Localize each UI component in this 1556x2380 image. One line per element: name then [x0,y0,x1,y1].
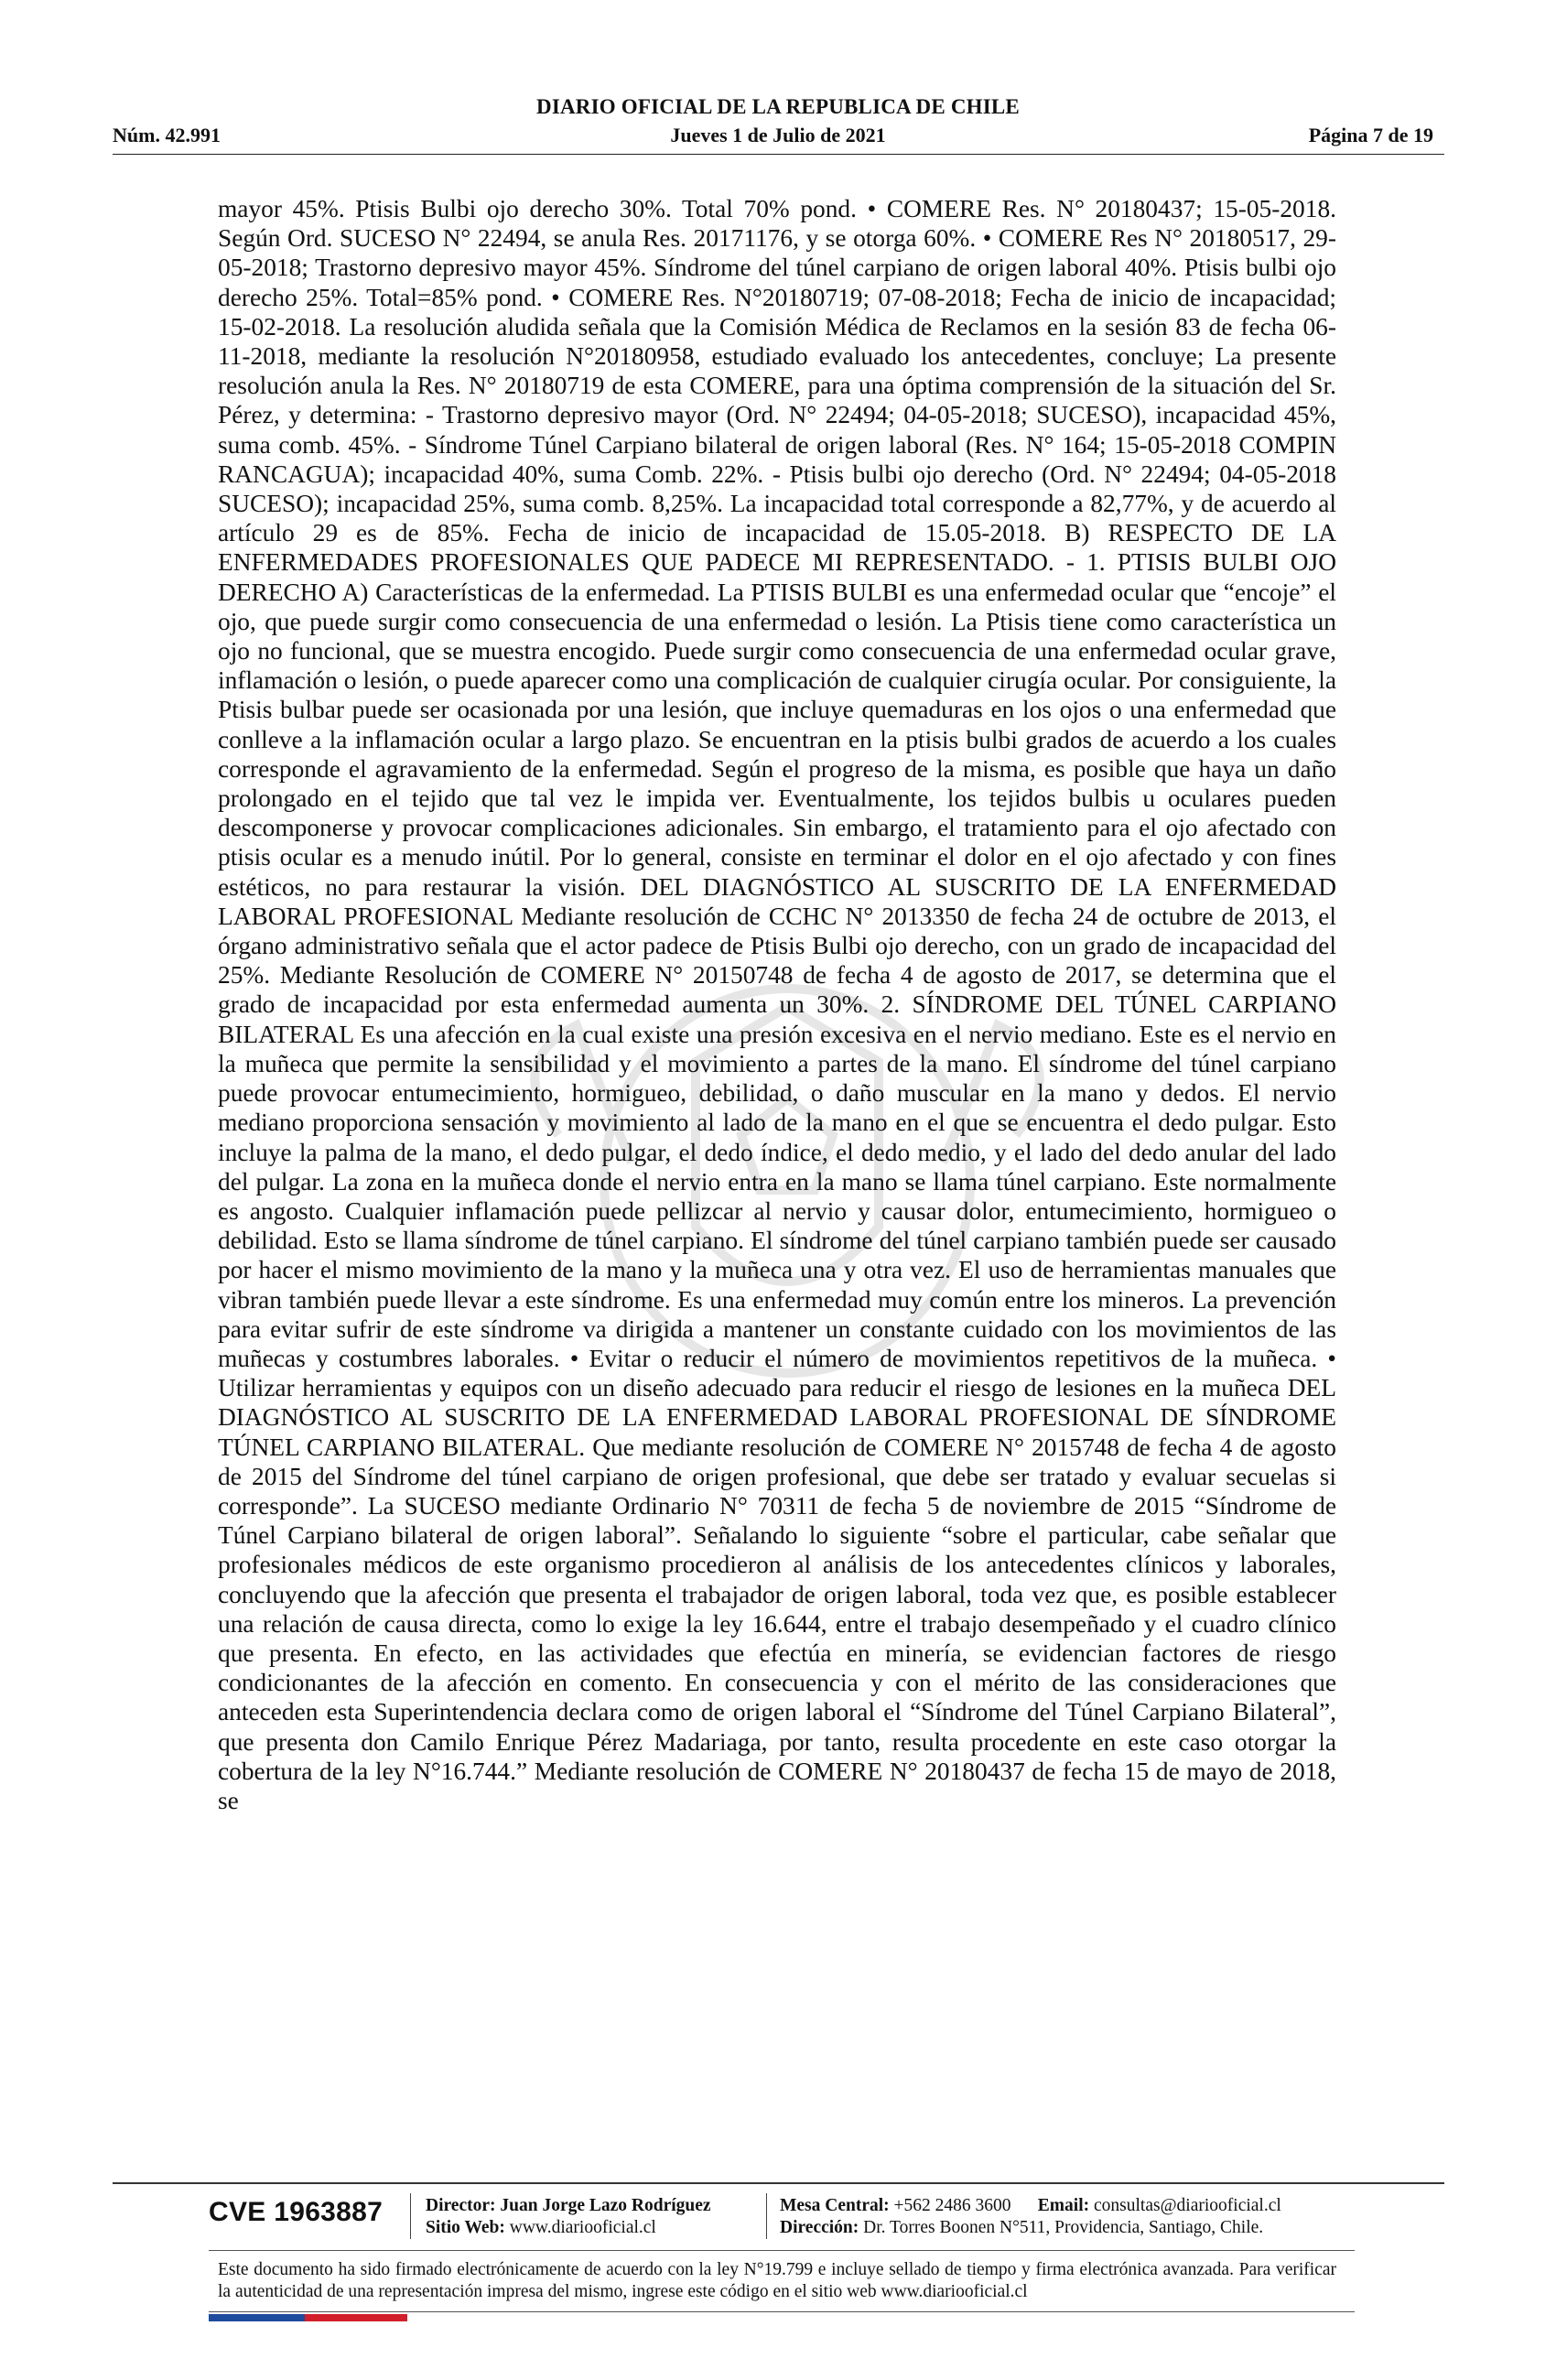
footer-separator [410,2193,411,2239]
flag-stripe-red [305,2314,407,2321]
footer-legal-notice [218,2259,1336,2303]
address-label: Dirección: [780,2218,859,2237]
email-label: Email: [1037,2196,1090,2215]
footer-divider-top [113,2182,1444,2184]
article-body [218,194,1336,1815]
phone-value: +562 2486 3600 [893,2196,1011,2215]
phone-label: Mesa Central: [780,2196,890,2215]
footer-divider-bottom [209,2311,1355,2312]
email-link[interactable]: consultas@diariooficial.cl [1094,2196,1281,2215]
website-link[interactable]: www.diariooficial.cl [509,2218,656,2237]
footer-divider-mid [209,2250,1355,2251]
header-divider [113,154,1444,155]
flag-stripe-blue [209,2314,305,2321]
issue-number: Núm. 42.991 [113,124,221,146]
footer-director-block [426,2195,711,2239]
director-label: Director: [426,2196,496,2215]
legal-text: Este documento ha sido firmado electrónicamente de acuerdo con la ley N°19.799 e incluye sellado de tiempo y firma electrónica avanzada. Para verificar la autenticidad de una representación impresa del mismo, ingrese este código en el sitio web www.diariooficial.cl [218,2260,1336,2301]
issue-date: Jueves 1 de Julio de 2021 [670,124,886,146]
footer-contact-block [780,2195,1281,2239]
address-value: Dr. Torres Boonen N°511, Providencia, Santiago, Chile. [863,2218,1264,2237]
director-name: Juan Jorge Lazo Rodríguez [500,2196,711,2215]
newspaper-title: DIARIO OFICIAL DE LA REPUBLICA DE CHILE [536,95,1020,118]
body-paragraph: mayor 45%. Ptisis Bulbi ojo derecho 30%. Total 70% pond. • COMERE Res. N° 20180437; 15-05-2018. Según Ord. SUCESO N° 22494, se anula Res. 20171176, y se otorga 60%. • COMERE Res N° 20180517, 29-05-2018; Trastorno depresivo mayor 45%. Síndrome del túnel carpiano de origen laboral 40%. Ptisis bulbi ojo derecho 25%. Total=85% pond. • COMERE Res. N°20180719; 07-08-2018; Fecha de inicio de incapacidad; 15-02-2018. La resolución aludida señala que la Comisión Médica de Reclamos en la sesión 83 de fecha 06-11-2018, mediante la resolución N°20180958, estudiado evaluado los antecedentes, concluye; La presente resolución anula la Res. N° 20180719 de esta COMERE, para una óptima comprensión de la situación del Sr. Pérez, y determina: - Trastorno depresivo mayor (Ord. N° 22494; 04-05-2018; SUCESO), incapacidad 45%, suma comb. 45%. - Síndrome Túnel Carpiano bilateral de origen laboral (Res. N° 164; 15-05-2018 COMPIN RANCAGUA); incapacidad 40%, suma Comb. 22%. - Ptisis bulbi ojo derecho (Ord. N° 22494; 04-05-2018 SUCESO); incapacidad 25%, suma comb. 8,25%. La incapacidad total corresponde a 82,77%, y de acuerdo al artículo 29 es de 85%. Fecha de inicio de incapacidad de 15.05-2018. B) RESPECTO DE LA ENFERMEDADES PROFESIONALES QUE PADECE MI REPRESENTADO. - 1. PTISIS BULBI OJO DERECHO A) Características de la enfermedad. La PTISIS BULBI es una enfermedad ocular que “encoje” el ojo, que puede surgir como consecuencia de una enfermedad o lesión. La Ptisis tiene como característica un ojo no funcional, que se muestra encogido. Puede surgir como consecuencia de una enfermedad ocular grave, inflamación o lesión, o puede aparecer como una complicación de cualquier cirugía ocular. Por consiguiente, la Ptisis bulbar puede ser ocasionada por una lesión, que incluye quemaduras en los ojos o una enfermedad que conlleve a la inflamación ocular a largo plazo. Se encuentran en la ptisis bulbi grados de acuerdo a los cuales corresponde el agravamiento de la enfermedad. Según el progreso de la misma, es posible que haya un daño prolongado en el tejido que tal vez le impida ver. Eventualmente, los tejidos bulbis u oculares pueden descomponerse y provocar complicaciones adicionales. Sin embargo, el tratamiento para el ojo afectado con ptisis ocular es a menudo inútil. Por lo general, consiste en terminar el dolor en el ojo afectado y con fines estéticos, no para restaurar la visión. DEL DIAGNÓSTICO AL SUSCRITO DE LA ENFERMEDAD LABORAL PROFESIONAL Mediante resolución de CCHC N° 2013350 de fecha 24 de octubre de 2013, el órgano administrativo señala que el actor padece de Ptisis Bulbi ojo derecho, con un grado de incapacidad del 25%. Mediante Resolución de COMERE N° 20150748 de fecha 4 de agosto de 2017, se determina que el grado de incapacidad por esta enfermedad aumenta un 30%. 2. SÍNDROME DEL TÚNEL CARPIANO BILATERAL Es una afección en la cual existe una presión excesiva en el nervio mediano. Este es el nervio en la muñeca que permite la sensibilidad y el movimiento a partes de la mano. El síndrome del túnel carpiano puede provocar entumecimiento, hormigueo, debilidad, o daño muscular en la mano y dedos. El nervio mediano proporciona sensación y movimiento al lado de la mano en el que se encuentra el dedo pulgar. Esto incluye la palma de la mano, el dedo pulgar, el dedo índice, el dedo medio, y el lado del dedo anular del lado del pulgar. La zona en la muñeca donde el nervio entra en la mano se llama túnel carpiano. Este normalmente es angosto. Cualquier inflamación puede pellizcar al nervio y causar dolor, entumecimiento, hormigueo o debilidad. Esto se llama síndrome de túnel carpiano. El síndrome del túnel carpiano también puede ser causado por hacer el mismo movimiento de la mano y la muñeca una y otra vez. El uso de herramientas manuales que vibran también puede llevar a este síndrome. Es una enfermedad muy común entre los mineros. La prevención para evitar sufrir de este síndrome va dirigida a mantener un constante cuidado con los movimientos de las muñecas y costumbres laborales. • Evitar o reducir el número de movimientos repetitivos de la muñeca. • Utilizar herramientas y equipos con un diseño adecuado para reducir el riesgo de lesiones en la muñeca DEL DIAGNÓSTICO AL SUSCRITO DE LA ENFERMEDAD LABORAL PROFESIONAL DE SÍNDROME TÚNEL CARPIANO BILATERAL. Que mediante resolución de COMERE N° 2015748 de fecha 4 de agosto de 2015 del Síndrome del túnel carpiano de origen profesional, que debe ser tratado y evaluar secuelas si corresponde”. La SUCESO mediante Ordinario N° 70311 de fecha 5 de noviembre de 2015 “Síndrome de Túnel Carpiano bilateral de origen laboral”. Señalando lo siguiente “sobre el particular, cabe señalar que profesionales médicos de este organismo procedieron al análisis de los antecedentes clínicos y laborales, concluyendo que la afección que presenta el trabajador de origen laboral, toda vez que, es posible establecer una relación de causa directa, como lo exige la ley 16.644, entre el trabajo desempeñado y el cuadro clínico que presenta. En efecto, en las actividades que efectúa en minería, se evidencian factores de riesgo condicionantes de la afección en comento. En consecuencia y con el mérito de las consideraciones que anteceden esta Superintendencia declara como de origen laboral el “Síndrome del Túnel Carpiano Bilateral”, que presenta don Camilo Enrique Pérez Madariaga, por tanto, resulta procedente en este caso otorgar la cobertura de la ley N°16.744.” Mediante resolución de COMERE N° 20180437 de fecha 15 de mayo de 2018, se [218,195,1336,1814]
footer-separator [766,2193,767,2239]
page-number: Página 7 de 19 [1308,124,1433,146]
website-label: Sitio Web: [426,2218,505,2237]
cve-code: CVE 1963887 [209,2197,384,2227]
